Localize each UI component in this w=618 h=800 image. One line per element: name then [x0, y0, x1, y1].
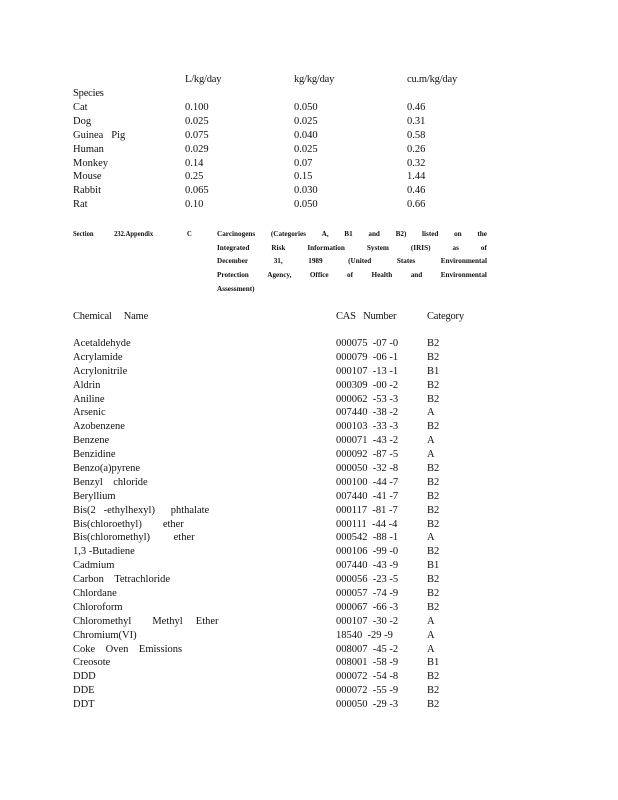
cu-m-kg-day-cell: 0.32	[407, 157, 426, 169]
cas-number-cell: 000072 -55 -9	[336, 685, 399, 697]
category-cell: B2	[427, 518, 440, 530]
chemical-name-cell: Beryllium	[73, 490, 116, 502]
cas-number-cell: 000057 -74 -9	[336, 588, 399, 600]
species-column	[73, 101, 125, 212]
cas-number-cell: 000107 -30 -2	[336, 615, 399, 627]
section-title-word: B2)	[395, 230, 407, 238]
category-cell: A	[427, 407, 435, 419]
kg-kg-day-column	[294, 101, 318, 212]
section-title-word: Risk	[271, 243, 286, 252]
cu-m-kg-day-cell: 1.44	[407, 171, 426, 183]
category-cell: B2	[427, 379, 440, 391]
section-title-word: (Categories	[270, 230, 306, 238]
species-cell: Guinea Pig	[73, 129, 126, 141]
cas-number-cell: 000309 -00 -2	[336, 379, 399, 391]
category-cell: A	[427, 629, 435, 641]
chemical-name-cell: Bis(2 -ethylhexyl) phthalate	[73, 504, 210, 516]
cu-m-kg-day-cell: 0.26	[407, 143, 426, 155]
cas-number-cell: 000071 -43 -2	[336, 435, 399, 447]
cas-number-cell: 000079 -06 -1	[336, 351, 399, 363]
col-header-l-kg-day: L/kg/day	[185, 74, 222, 85]
species-cell: Monkey	[73, 157, 108, 169]
cas-number-cell: 18540 -29 -9	[336, 629, 393, 641]
cas-number-cell: 007440 -43 -9	[336, 560, 399, 572]
section-title-word: as	[452, 243, 459, 252]
cu-m-kg-day-cell: 0.46	[407, 102, 426, 113]
section-title-word: and	[410, 271, 423, 280]
section-title-word: December	[217, 257, 249, 266]
chemical-name-cell: Aldrin	[73, 379, 101, 391]
category-column	[427, 337, 439, 712]
chemical-name-cell: Acetaldehyde	[73, 338, 131, 349]
chemical-name-cell: Benzidine	[73, 449, 116, 461]
chemical-name-cell: DDT	[73, 699, 95, 711]
section-title-word: Information	[307, 243, 345, 252]
l-kg-day-cell: 0.25	[185, 171, 204, 183]
col-header-cu-m-kg-day: cu.m/kg/day	[407, 74, 457, 85]
section-title-line	[217, 284, 487, 298]
category-cell: B2	[427, 601, 440, 613]
section-title-word: Health	[371, 271, 393, 280]
category-cell: A	[427, 449, 435, 461]
section-title-word: and	[368, 230, 380, 238]
section-title-word: the	[477, 230, 487, 238]
chemical-name-cell: Aniline	[73, 393, 105, 405]
category-cell: B2	[427, 338, 440, 349]
cas-number-cell: 000542 -88 -1	[336, 532, 399, 544]
chemical-name-cell: 1,3 -Butadiene	[73, 546, 135, 558]
cas-number-cell: 008007 -45 -2	[336, 643, 399, 655]
section-title-word: Office	[309, 271, 329, 280]
category-cell: B2	[427, 588, 440, 600]
chemical-name-cell: Chloroform	[73, 601, 123, 613]
kg-kg-day-cell: 0.050	[294, 102, 318, 113]
l-kg-day-cell: 0.100	[185, 102, 209, 113]
l-kg-day-column	[185, 101, 209, 212]
l-kg-day-cell: 0.065	[185, 185, 209, 197]
cas-number-cell: 000072 -54 -8	[336, 671, 399, 683]
cas-number-cell: 000107 -13 -1	[336, 365, 399, 377]
category-cell: B2	[427, 699, 440, 711]
section-title-word: (IRIS)	[410, 243, 431, 252]
species-header: Species	[73, 88, 104, 99]
l-kg-day-cell: 0.14	[185, 157, 204, 169]
cas-number-cell: 000117 -81 -7	[336, 504, 398, 516]
kg-kg-day-cell: 0.07	[294, 157, 313, 169]
category-cell: B1	[427, 560, 440, 572]
section-title-word: of	[480, 243, 487, 252]
cas-number-cell: 000103 -33 -3	[336, 421, 399, 433]
category-cell: B2	[427, 393, 440, 405]
species-cell: Human	[73, 143, 104, 155]
species-cell: Dog	[73, 115, 92, 127]
section-letter: C	[187, 230, 192, 238]
category-cell: A	[427, 615, 435, 627]
chemical-name-cell: Acrylamide	[73, 351, 123, 363]
l-kg-day-cell: 0.025	[185, 115, 209, 127]
section-title-word: listed	[422, 230, 439, 238]
cas-number-cell: 000106 -99 -0	[336, 546, 399, 558]
category-cell: B2	[427, 476, 440, 488]
cas-number-cell: 007440 -38 -2	[336, 407, 399, 419]
cu-m-kg-day-cell: 0.58	[407, 129, 426, 141]
chemical-name-cell: Cadmium	[73, 560, 115, 572]
chemical-name-cell: Acrylonitrile	[73, 365, 128, 377]
chemical-name-cell: Coke Oven Emissions	[73, 643, 183, 655]
section-title-word: of	[347, 271, 354, 280]
kg-kg-day-cell: 0.025	[294, 115, 318, 127]
section-title-word: Environmental	[440, 257, 487, 266]
section-title-word: 1989	[308, 257, 323, 266]
section-title-line	[217, 256, 487, 270]
chemical-name-cell: Creosote	[73, 657, 111, 669]
category-cell: B1	[427, 365, 440, 377]
chemical-name-cell: Bis(chloroethyl) ether	[73, 518, 184, 530]
cas-number-cell: 000062 -53 -3	[336, 393, 399, 405]
species-cell: Rat	[73, 199, 88, 211]
cas-number-cell: 000067 -66 -3	[336, 601, 399, 613]
cas-number-cell: 000092 -87 -5	[336, 449, 399, 461]
cas-number-column	[336, 337, 398, 712]
section-title-line	[217, 270, 487, 284]
chemical-name-cell: Arsenic	[73, 407, 106, 419]
cu-m-kg-day-cell: 0.46	[407, 185, 426, 197]
cas-number-cell: 000075 -07 -0	[336, 338, 399, 349]
kg-kg-day-cell: 0.040	[294, 129, 318, 141]
l-kg-day-cell: 0.10	[185, 199, 204, 211]
section-title-word: A,	[321, 230, 329, 238]
section-title-word: Integrated	[217, 243, 250, 252]
cu-m-kg-day-cell: 0.31	[407, 115, 426, 127]
kg-kg-day-cell: 0.15	[294, 171, 313, 183]
cas-number-header: CAS Number	[336, 311, 397, 322]
cas-number-cell: 000050 -29 -3	[336, 699, 399, 711]
chemical-name-column	[73, 337, 219, 712]
category-cell: B2	[427, 671, 440, 683]
kg-kg-day-cell: 0.050	[294, 199, 318, 211]
l-kg-day-cell: 0.029	[185, 143, 209, 155]
chemical-name-cell: Carbon Tetrachloride	[73, 574, 171, 586]
kg-kg-day-cell: 0.025	[294, 143, 318, 155]
section-title-word: Carcinogens	[217, 230, 256, 238]
category-cell: B2	[427, 574, 440, 586]
section-title-line	[217, 243, 487, 257]
cas-number-cell: 000056 -23 -5	[336, 574, 399, 586]
section-title-word: Protection	[217, 271, 249, 280]
category-cell: B2	[427, 351, 440, 363]
category-cell: B2	[427, 490, 440, 502]
chemical-name-cell: Bis(chloromethyl) ether	[73, 532, 195, 544]
section-title-word: Assessment)	[217, 284, 255, 293]
chemical-name-cell: Benzyl chloride	[73, 476, 148, 488]
section-title-line	[217, 229, 487, 243]
cu-m-kg-day-cell: 0.66	[407, 199, 426, 211]
section-label: Section	[73, 230, 94, 238]
chemical-name-cell: Benzene	[73, 435, 110, 447]
section-title	[217, 229, 487, 297]
col-header-kg-kg-day: kg/kg/day	[294, 74, 335, 85]
species-cell: Mouse	[73, 171, 102, 183]
category-cell: A	[427, 643, 435, 655]
kg-kg-day-cell: 0.030	[294, 185, 318, 197]
cas-number-cell: 000050 -32 -8	[336, 463, 399, 475]
section-title-word: B1	[344, 230, 353, 238]
chemical-name-cell: Chloromethyl Methyl Ether	[73, 615, 219, 627]
section-title-word: Agency,	[267, 271, 292, 280]
cu-m-kg-day-column	[407, 101, 425, 212]
category-cell: A	[427, 435, 435, 447]
category-cell: B1	[427, 657, 440, 669]
section-title-word: 31,	[273, 257, 283, 266]
category-cell: B2	[427, 421, 440, 433]
chemical-name-header: Chemical Name	[73, 311, 149, 322]
chemical-name-cell: Chlordane	[73, 588, 117, 600]
section-title-word: States	[396, 257, 416, 266]
category-header: Category	[427, 311, 464, 322]
cas-number-cell: 000100 -44 -7	[336, 476, 399, 488]
section-title-word: (United	[348, 257, 372, 266]
cas-number-cell: 007440 -41 -7	[336, 490, 399, 502]
species-cell: Rabbit	[73, 185, 101, 197]
section-title-word: System	[366, 243, 389, 252]
section-title-word: on	[454, 230, 462, 238]
chemical-name-cell: Azobenzene	[73, 421, 125, 433]
category-cell: A	[427, 532, 435, 544]
category-cell: B2	[427, 685, 440, 697]
category-cell: B2	[427, 463, 440, 475]
chemical-name-cell: Benzo(a)pyrene	[73, 463, 141, 475]
section-number: 232.Appendix	[114, 230, 154, 238]
l-kg-day-cell: 0.075	[185, 129, 209, 141]
chemical-name-cell: DDE	[73, 685, 95, 697]
cas-number-cell: 000111 -44 -4	[336, 518, 398, 530]
chemical-name-cell: Chromium(VI)	[73, 629, 137, 641]
category-cell: B2	[427, 546, 440, 558]
chemical-name-cell: DDD	[73, 671, 96, 683]
species-cell: Cat	[73, 102, 88, 113]
cas-number-cell: 008001 -58 -9	[336, 657, 399, 669]
section-title-word: Environmental	[440, 271, 487, 280]
category-cell: B2	[427, 504, 440, 516]
